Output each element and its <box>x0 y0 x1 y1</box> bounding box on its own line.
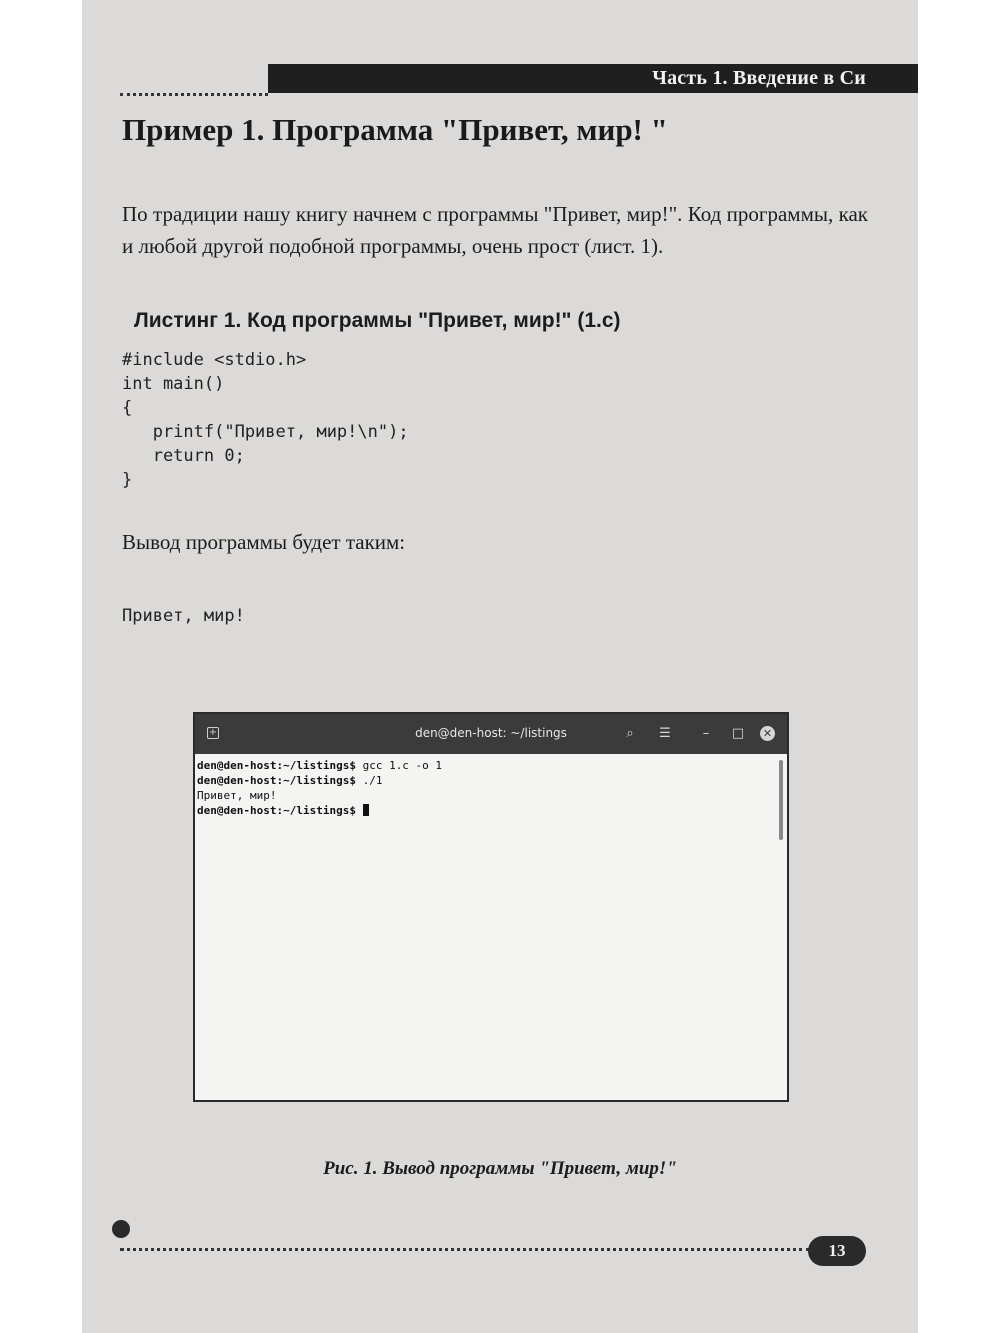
terminal-window <box>193 712 789 1102</box>
terminal-scrollbar[interactable] <box>779 760 783 840</box>
program-output: Привет, мир! <box>122 606 245 626</box>
code-listing: #include <stdio.h> int main() { printf("Привет, мир!\n"); return 0; } <box>122 350 409 490</box>
search-icon[interactable]: ⌕ <box>626 726 634 741</box>
terminal-line <box>197 788 773 803</box>
minimize-icon[interactable]: – <box>702 726 710 741</box>
figure-caption: Рис. 1. Вывод программы "Привет, мир!" <box>323 1158 677 1179</box>
page-number: 13 <box>808 1236 866 1266</box>
terminal-body[interactable] <box>197 758 773 1098</box>
intro-paragraph: По традиции нашу книгу начнем с программы "Привет, мир!". Код программы, как и любой другой подобной программы, очень прост (лист. 1). <box>122 202 868 258</box>
terminal-command <box>356 804 363 817</box>
section-title: Пример 1. Программа "Привет, мир! " <box>122 112 668 147</box>
terminal-titlebar <box>195 714 787 754</box>
footer-dot <box>112 1220 130 1238</box>
running-head: Часть 1. Введение в Си <box>652 67 866 89</box>
running-head-band <box>268 64 918 93</box>
header-dotted-rule <box>120 93 268 96</box>
new-tab-icon[interactable]: + <box>208 727 218 738</box>
close-icon[interactable]: ✕ <box>760 726 775 741</box>
terminal-line <box>197 803 773 818</box>
listing-title: Листинг 1. Код программы "Привет, мир!" (1.c) <box>134 309 621 332</box>
output-label: Вывод программы будет таким: <box>122 530 406 554</box>
terminal-output: Привет, мир! <box>197 789 277 802</box>
terminal-prompt: den@den-host:~/listings$ <box>197 774 356 787</box>
terminal-prompt: den@den-host:~/listings$ <box>197 804 356 817</box>
maximize-icon[interactable]: □ <box>731 726 745 741</box>
footer-dotted-rule <box>120 1248 810 1251</box>
terminal-line <box>197 773 773 788</box>
terminal-command: ./1 <box>355 774 383 787</box>
terminal-line <box>197 758 773 773</box>
terminal-cursor <box>363 804 369 816</box>
terminal-prompt: den@den-host:~/listings$ <box>197 759 356 772</box>
terminal-title: den@den-host: ~/listings <box>415 726 567 740</box>
hamburger-menu-icon[interactable]: ☰ <box>659 726 671 741</box>
terminal-command: gcc 1.c -o 1 <box>355 759 443 772</box>
